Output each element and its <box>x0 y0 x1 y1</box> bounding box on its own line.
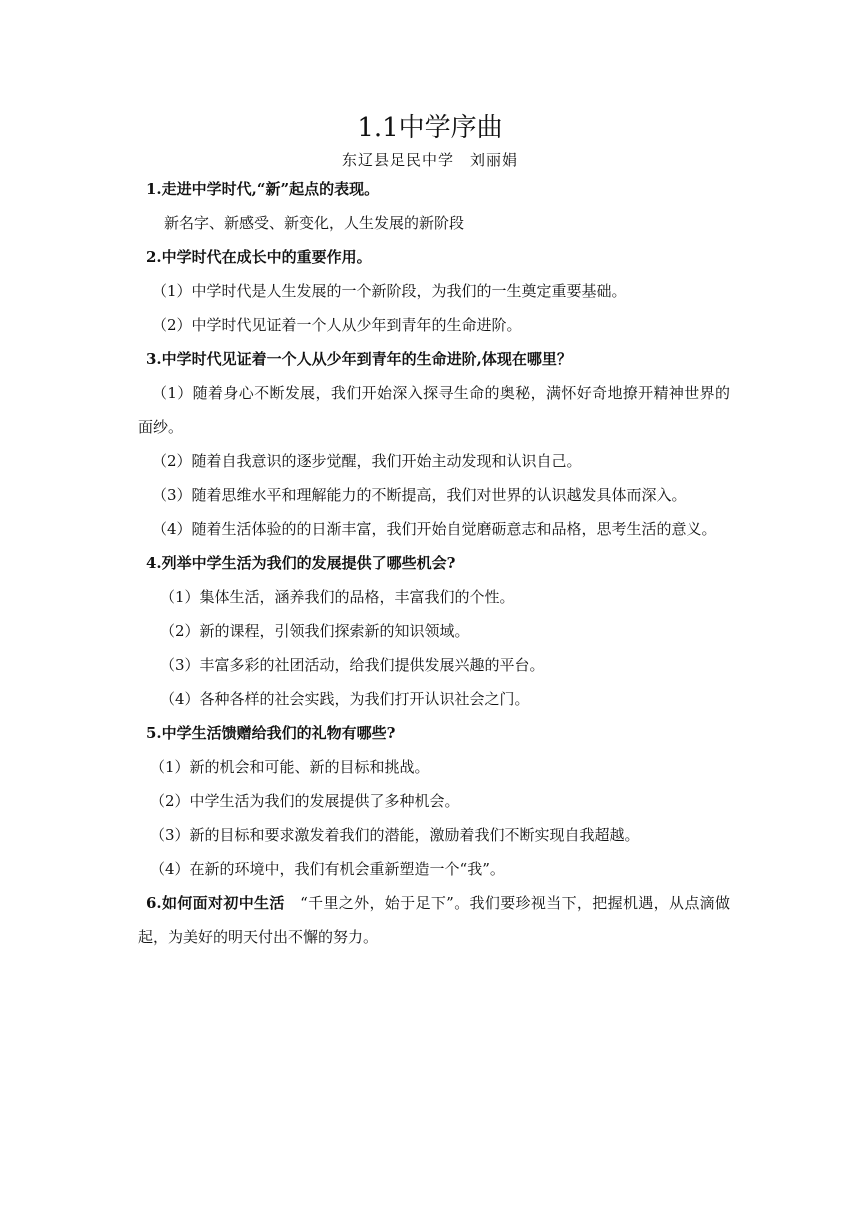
question-6-heading: 6.如何面对初中生活 <box>146 894 285 912</box>
question-5-item-3: （3）新的目标和要求激发着我们的潜能，激励着我们不断实现自我超越。 <box>150 826 640 844</box>
question-3-item-2: （2）随着自我意识的逐步觉醒，我们开始主动发现和认识自己。 <box>152 452 582 470</box>
document-body <box>138 172 730 954</box>
question-4-item-4: （4）各种各样的社会实践，为我们打开认识社会之门。 <box>160 690 530 708</box>
question-4-item-1: （1）集体生活，涵养我们的品格，丰富我们的个性。 <box>160 588 515 606</box>
question-4-item-3: （3）丰富多彩的社团活动，给我们提供发展兴趣的平台。 <box>160 656 545 674</box>
question-6-paragraph <box>138 886 730 954</box>
question-6-answer: “千里之外，始于足下”。我们要珍视当下，把握机遇，从点滴做起，为美好的明天付出不懈的努力。 <box>138 894 730 946</box>
question-5-item-4: （4）在新的环境中，我们有机会重新塑造一个“我”。 <box>150 860 505 878</box>
question-4-item-2: （2）新的课程，引领我们探索新的知识领域。 <box>160 622 470 640</box>
question-5-item-2: （2）中学生活为我们的发展提供了多种机会。 <box>150 792 460 810</box>
question-3-item-1: （1）随着身心不断发展，我们开始深入探寻生命的奥秘，满怀好奇地撩开精神世界的面纱。 <box>138 384 730 436</box>
question-2-item-2: （2）中学时代见证着一个人从少年到青年的生命进阶。 <box>152 316 522 334</box>
question-3-item-4: （4）随着生活体验的的日渐丰富，我们开始自觉磨砺意志和品格，思考生活的意义。 <box>152 520 717 538</box>
question-3-item-3: （3）随着思维水平和理解能力的不断提高，我们对世界的认识越发具体而深入。 <box>152 486 687 504</box>
question-2-item-1: （1）中学时代是人生发展的一个新阶段，为我们的一生奠定重要基础。 <box>152 282 627 300</box>
question-1-answer: 新名字、新感受、新变化，人生发展的新阶段 <box>164 214 465 232</box>
question-2-heading: 2.中学时代在成长中的重要作用。 <box>146 248 372 266</box>
question-5-heading: 5.中学生活馈赠给我们的礼物有哪些? <box>146 724 396 742</box>
question-5-item-1: （1）新的机会和可能、新的目标和挑战。 <box>150 758 430 776</box>
author-line: 东辽县足民中学 刘丽娟 <box>341 151 518 169</box>
document-title: 1.1中学序曲 <box>357 113 503 143</box>
question-3-heading: 3.中学时代见证着一个人从少年到青年的生命进阶,体现在哪里？ <box>146 350 572 368</box>
question-4-heading: 4.列举中学生活为我们的发展提供了哪些机会? <box>146 554 456 572</box>
question-1-heading: 1.走进中学时代,“新”起点的表现。 <box>146 180 380 198</box>
